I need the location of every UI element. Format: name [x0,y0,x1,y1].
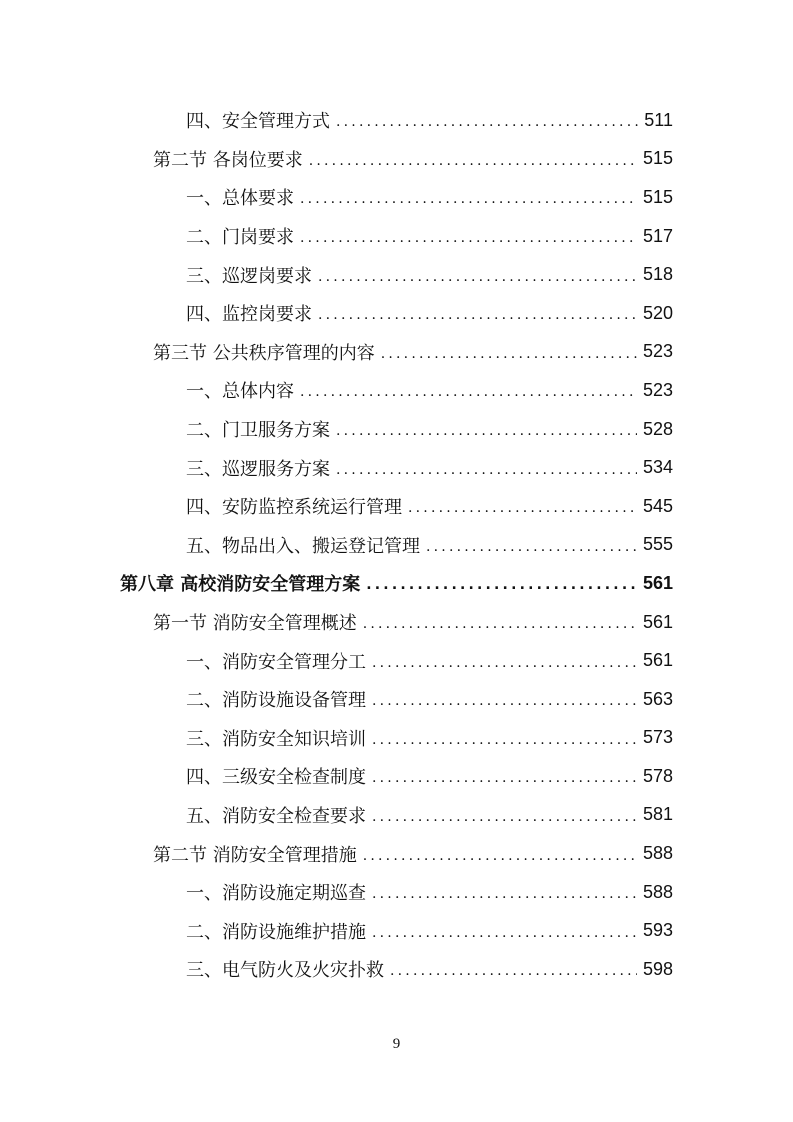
toc-entry[interactable] [0,294,793,333]
toc-entry[interactable] [0,140,793,179]
toc-entry-page: 563 [642,688,673,709]
toc-entry-title: 第三节 公共秩序管理的内容 [153,342,375,364]
toc-entry-title: 二、门卫服务方案 [186,420,330,442]
toc-entry-title: 二、门岗要求 [186,227,294,249]
toc-entry[interactable] [0,757,793,796]
toc-entry-page: 515 [642,148,673,169]
toc-dot-leader [300,190,637,208]
toc-entry-page: 573 [642,727,673,748]
toc-dot-leader [300,229,637,247]
toc-entry-page: 561 [642,611,673,632]
toc-entry-page: 578 [642,765,673,786]
toc-entry-page: 534 [642,457,673,478]
toc-dot-leader [390,962,637,980]
toc-dot-leader [363,847,637,865]
toc-entry-title: 一、消防安全管理分工 [186,651,366,673]
toc-entry-page: 593 [642,920,673,941]
toc-entry-title: 三、巡逻服务方案 [186,458,330,480]
toc-entry-page: 515 [642,186,673,207]
table-of-contents [0,101,793,989]
toc-entry[interactable] [0,333,793,372]
toc-entry[interactable] [0,448,793,487]
toc-entry[interactable] [0,796,793,835]
toc-entry-title: 第二节 各岗位要求 [153,149,303,171]
toc-entry-page: 518 [642,264,673,285]
toc-dot-leader [381,345,637,363]
toc-entry-title: 第八章 高校消防安全管理方案 [120,574,361,596]
toc-entry-title: 第一节 消防安全管理概述 [153,613,357,635]
toc-entry[interactable] [0,719,793,758]
toc-entry-title: 一、消防设施定期巡查 [186,883,366,905]
toc-dot-leader [336,461,637,479]
toc-entry-page: 545 [642,495,673,516]
toc-dot-leader [366,576,637,594]
toc-dot-leader [408,499,637,517]
toc-entry[interactable] [0,217,793,256]
toc-entry[interactable] [0,410,793,449]
toc-dot-leader [336,422,637,440]
toc-dot-leader [372,692,637,710]
toc-dot-leader [336,113,638,131]
toc-dot-leader [363,615,637,633]
toc-entry-title: 一、总体内容 [186,381,294,403]
toc-entry-page: 523 [642,341,673,362]
toc-entry-title: 二、消防设施设备管理 [186,690,366,712]
toc-entry-title: 一、总体要求 [186,188,294,210]
toc-entry[interactable] [0,680,793,719]
toc-dot-leader [309,152,637,170]
toc-entry[interactable] [0,487,793,526]
toc-dot-leader [372,769,637,787]
toc-entry-title: 第二节 消防安全管理措施 [153,844,357,866]
toc-entry-page: 588 [642,843,673,864]
toc-entry-page: 588 [642,881,673,902]
toc-entry[interactable] [0,873,793,912]
toc-entry-title: 三、电气防火及火灾扑救 [186,960,384,982]
toc-entry-page: 561 [642,650,673,671]
toc-entry-title: 四、安全管理方式 [186,111,330,133]
toc-entry-title: 四、安防监控系统运行管理 [186,497,402,519]
toc-entry[interactable] [0,526,793,565]
toc-entry-page: 528 [642,418,673,439]
toc-entry[interactable] [0,101,793,140]
toc-chapter-entry[interactable] [0,564,793,603]
toc-entry-page: 555 [642,534,673,555]
toc-entry-title: 二、消防设施维护措施 [186,921,366,943]
toc-entry-page: 561 [642,572,673,593]
toc-dot-leader [300,383,637,401]
toc-entry-page: 523 [642,379,673,400]
toc-entry-page: 581 [642,804,673,825]
toc-dot-leader [318,268,637,286]
toc-dot-leader [372,808,637,826]
toc-entry-title: 三、消防安全知识培训 [186,728,366,750]
toc-entry-title: 四、监控岗要求 [186,304,312,326]
page-number: 9 [392,1036,401,1052]
toc-entry-page: 511 [644,109,673,130]
toc-entry-title: 五、消防安全检查要求 [186,805,366,827]
toc-dot-leader [372,654,637,672]
toc-entry[interactable] [0,371,793,410]
toc-entry[interactable] [0,950,793,989]
toc-entry-title: 三、巡逻岗要求 [186,265,312,287]
toc-dot-leader [318,306,637,324]
toc-entry-page: 598 [642,958,673,979]
toc-entry[interactable] [0,178,793,217]
toc-entry-page: 520 [642,302,673,323]
toc-entry-title: 五、物品出入、搬运登记管理 [186,535,420,557]
toc-dot-leader [372,924,637,942]
toc-dot-leader [426,538,637,556]
toc-entry[interactable] [0,834,793,873]
toc-entry[interactable] [0,603,793,642]
toc-dot-leader [372,731,637,749]
toc-entry[interactable] [0,641,793,680]
toc-entry[interactable] [0,911,793,950]
toc-entry-page: 517 [642,225,673,246]
toc-entry[interactable] [0,255,793,294]
toc-dot-leader [372,885,637,903]
toc-entry-title: 四、三级安全检查制度 [186,767,366,789]
